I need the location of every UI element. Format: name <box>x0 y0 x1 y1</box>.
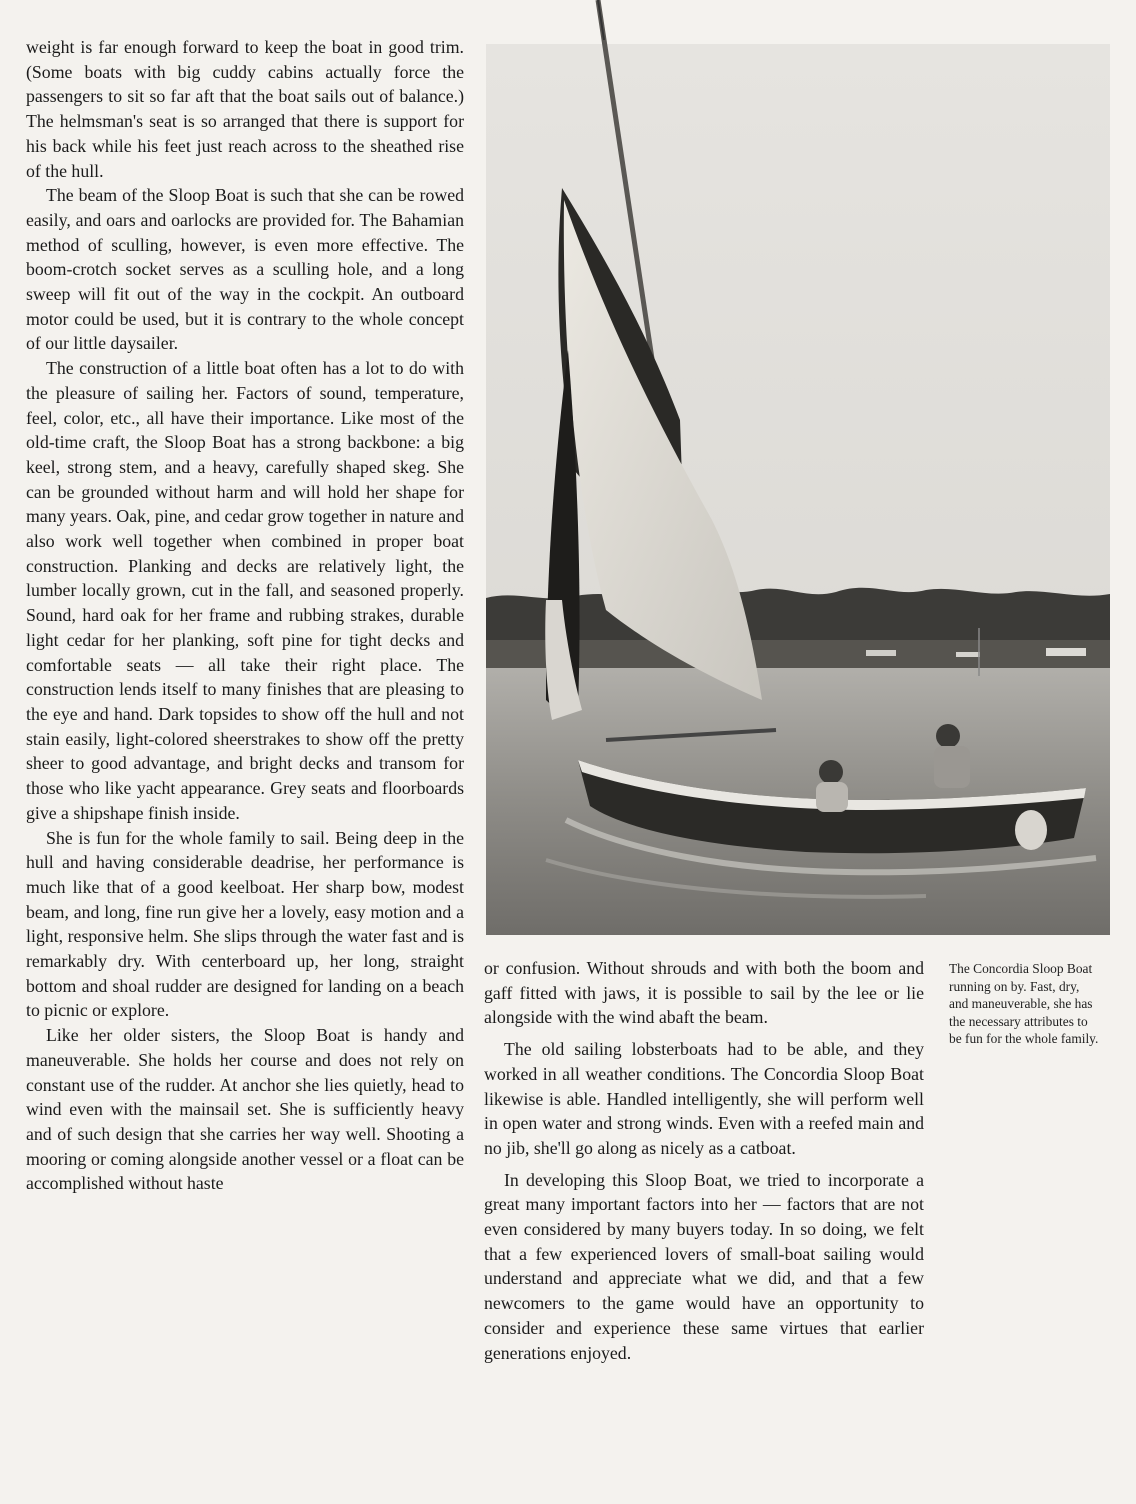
right-text-column <box>484 956 924 1365</box>
paragraph: The old sailing lobsterboats had to be able, and they worked in all weather conditions. The Concordia Sloop Boat likewise is able. Handled intelligently, she will perform well in open water and strong winds. Even with a reefed main and no jib, she'll go along as nicely as a catboat. <box>484 1039 924 1158</box>
left-text-column <box>26 35 464 1196</box>
paragraph: weight is far enough forward to keep the boat in good trim. (Some boats with big cuddy cabins actually force the passengers to sit so far aft that the boat sails out of balance.) The helmsman's seat is so arranged that there is support for his back while his feet just reach across to the sheathed rise of the hull. <box>26 37 464 181</box>
paragraph: She is fun for the whole family to sail. Being deep in the hull and having considerable deadrise, her performance is much like that of a good keelboat. Her sharp bow, modest beam, and long, fine run give her a lovely, easy motion and a light, responsive helm. She slips through the water fast and is remarkably dry. With centerboard up, her long, straight bottom and shoal rudder are designed for landing on a beach to picnic or explore. <box>26 827 464 1021</box>
paragraph: Like her older sisters, the Sloop Boat is handy and maneuverable. She holds her course and does not rely on constant use of the rudder. At anchor she lies quietly, head to wind even with the mainsail set. She is sufficiently heavy and of such design that she carries her way well. Shooting a mooring or coming alongside another vessel or a float can be accomplished without haste <box>26 1025 464 1194</box>
paragraph: The beam of the Sloop Boat is such that she can be rowed easily, and oars and oarlocks are provided for. The Bahamian method of sculling, however, is even more effective. The boom-crotch socket serves as a sculling hole, and a long sweep will fit out of the way in the cockpit. An outboard motor could be used, but it is contrary to the whole concept of our little daysailer. <box>26 185 464 354</box>
paragraph: In developing this Sloop Boat, we tried to incorporate a great many important factors into her — factors that are not even considered by many buyers today. In so doing, we felt that a few experienced lovers of small-boat sailing would understand and appreciate what we did, and that a few newcomers to the game would have an opportunity to consider and experience these same virtues that earlier generations enjoyed. <box>484 1169 924 1363</box>
sloop-boat-photo <box>486 0 1110 935</box>
paragraph: or confusion. Without shrouds and with both the boom and gaff fitted with jaws, it is possible to sail by the lee or lie alongside with the wind abaft the beam. <box>484 958 924 1028</box>
photo-caption: The Concordia Sloop Boat running on by. Fast, dry, and maneuverable, she has the necessary attributes to be fun for the whole family. <box>949 961 1099 1047</box>
paragraph: The construction of a little boat often has a lot to do with the pleasure of sailing her. Factors of sound, temperature, feel, color, etc., all have their importance. Like most of the old-time craft, the Sloop Boat has a strong backbone: a big keel, strong stem, and a heavy, carefully shaped skeg. She can be grounded without harm and will hold her shape for many years. Oak, pine, and cedar grow together in nature and also work well together when combined in proper boat construction. Planking and decks are relatively light, the lumber locally grown, cut in the fall, and seasoned properly. Sound, hard oak for her frame and rubbing strakes, durable light cedar for her planking, soft pine for tight decks and comfortable seats — all take their right place. The construction lends itself to many finishes that are pleasing to the eye and hand. Dark topsides to show off the hull and not stain easily, light-colored sheerstrakes to show off the pretty sheer to good advantage, and bright decks and transom for those who like yacht appearance. Grey seats and floorboards give a shipshape finish inside. <box>26 358 464 823</box>
